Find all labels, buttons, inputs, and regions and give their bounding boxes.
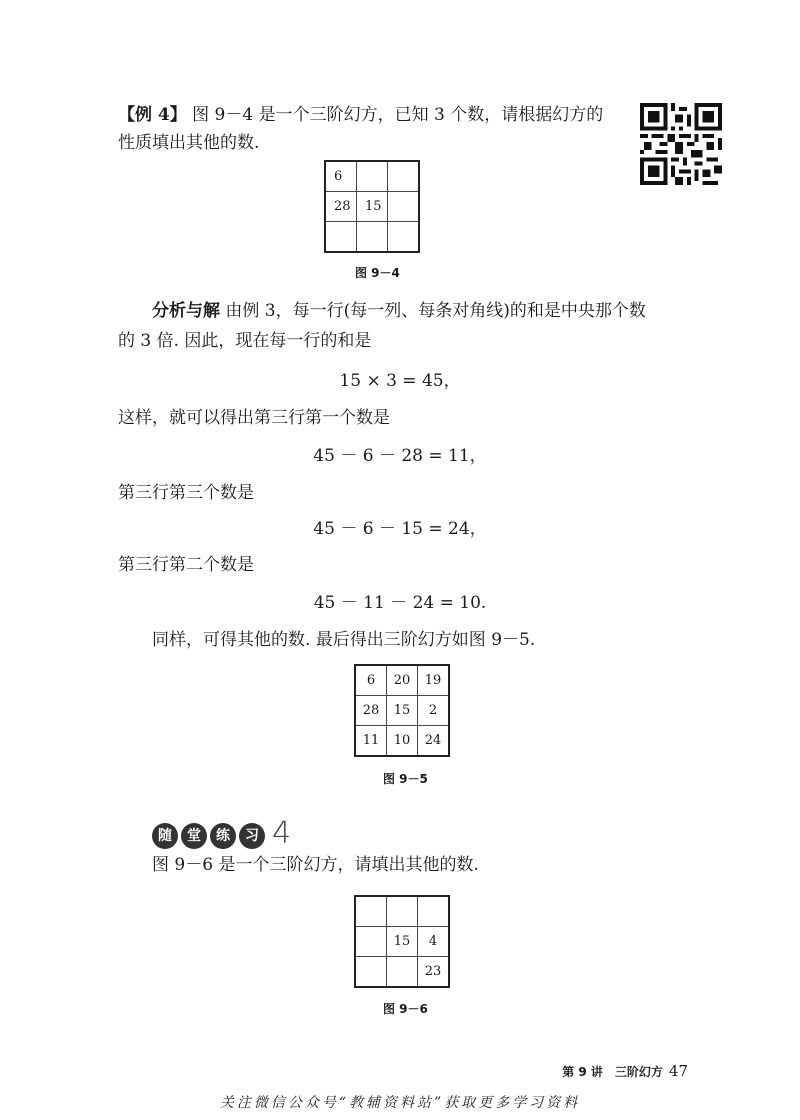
equation-3: 45 － 6 － 15 = 24， — [313, 519, 487, 539]
cell: 2 — [418, 696, 450, 726]
cell — [387, 957, 418, 988]
example-4-line1 — [118, 102, 603, 128]
figure-caption: 图 9－4 — [355, 266, 400, 280]
figure-caption: 图 9－5 — [383, 772, 428, 786]
analysis-text-3: 第三行第三个数是 — [118, 483, 254, 503]
table-row — [355, 927, 449, 957]
practice-heading — [152, 816, 291, 851]
figure-9-4 — [324, 160, 420, 253]
cell: 24 — [418, 726, 450, 757]
cell: 28 — [325, 192, 357, 222]
cell — [418, 896, 450, 927]
equation-1: 15 × 3 = 45， — [339, 371, 461, 391]
cell: 28 — [355, 696, 387, 726]
cell — [388, 222, 420, 253]
table-row — [355, 957, 449, 988]
page-footer — [562, 1062, 688, 1080]
figure-caption: 图 9－6 — [383, 1002, 428, 1016]
analysis-text-2: 这样，就可以得出第三行第一个数是 — [118, 408, 390, 428]
practice-char: 习 — [239, 823, 265, 849]
magic-square-9-5 — [354, 664, 450, 757]
cell: 11 — [355, 726, 387, 757]
practice-number: 4 — [272, 816, 292, 851]
analysis-line2: 的 3 倍. 因此，现在每一行的和是 — [118, 331, 372, 351]
cell — [388, 192, 420, 222]
analysis-conclusion: 同样，可得其他的数. 最后得出三阶幻方如图 9－5. — [152, 630, 536, 650]
bottom-note: 关注微信公众号“教辅资料站”获取更多学习资料 — [219, 1095, 581, 1111]
cell: 15 — [357, 192, 388, 222]
table-row — [355, 896, 449, 927]
table-row — [355, 696, 449, 726]
table-row — [355, 726, 449, 757]
cell: 20 — [387, 665, 418, 696]
table-row — [325, 222, 419, 253]
figure-9-6 — [354, 895, 450, 988]
figure-9-5 — [354, 664, 450, 757]
magic-square-9-6 — [354, 895, 450, 988]
cell: 6 — [325, 161, 357, 192]
cell — [357, 161, 388, 192]
example-tag: 【例 4】 — [118, 105, 187, 125]
example-text-1: 图 9－4 是一个三阶幻方，已知 3 个数，请根据幻方的 — [192, 105, 604, 125]
equation-4: 45 － 11 － 24 = 10. — [313, 593, 487, 613]
practice-text: 图 9－6 是一个三阶幻方，请填出其他的数. — [152, 855, 479, 875]
cell — [387, 896, 418, 927]
cell — [357, 222, 388, 253]
cell: 10 — [387, 726, 418, 757]
cell — [325, 222, 357, 253]
table-row — [355, 665, 449, 696]
analysis-text-4: 第三行第二个数是 — [118, 555, 254, 575]
analysis-heading: 分析与解 — [152, 301, 220, 321]
cell: 15 — [387, 696, 418, 726]
chapter-label: 第 9 讲 三阶幻方 — [562, 1065, 663, 1079]
table-row — [325, 192, 419, 222]
cell: 19 — [418, 665, 450, 696]
cell — [388, 161, 420, 192]
qr-code-icon — [640, 103, 722, 185]
cell — [355, 927, 387, 957]
cell: 4 — [418, 927, 450, 957]
cell — [355, 957, 387, 988]
cell: 15 — [387, 927, 418, 957]
cell: 6 — [355, 665, 387, 696]
practice-char: 堂 — [181, 823, 207, 849]
example-4-line2: 性质填出其他的数. — [118, 133, 260, 153]
analysis-text-1: 由例 3，每一行(每一列、每条对角线)的和是中央那个数 — [225, 301, 646, 321]
practice-char: 练 — [210, 823, 236, 849]
cell — [355, 896, 387, 927]
practice-char: 随 — [152, 823, 178, 849]
equation-2: 45 － 6 － 28 = 11， — [313, 446, 487, 466]
table-row — [325, 161, 419, 192]
page-number: 47 — [668, 1062, 688, 1080]
analysis-line1 — [152, 298, 646, 324]
cell: 23 — [418, 957, 450, 988]
magic-square-9-4 — [324, 160, 420, 253]
